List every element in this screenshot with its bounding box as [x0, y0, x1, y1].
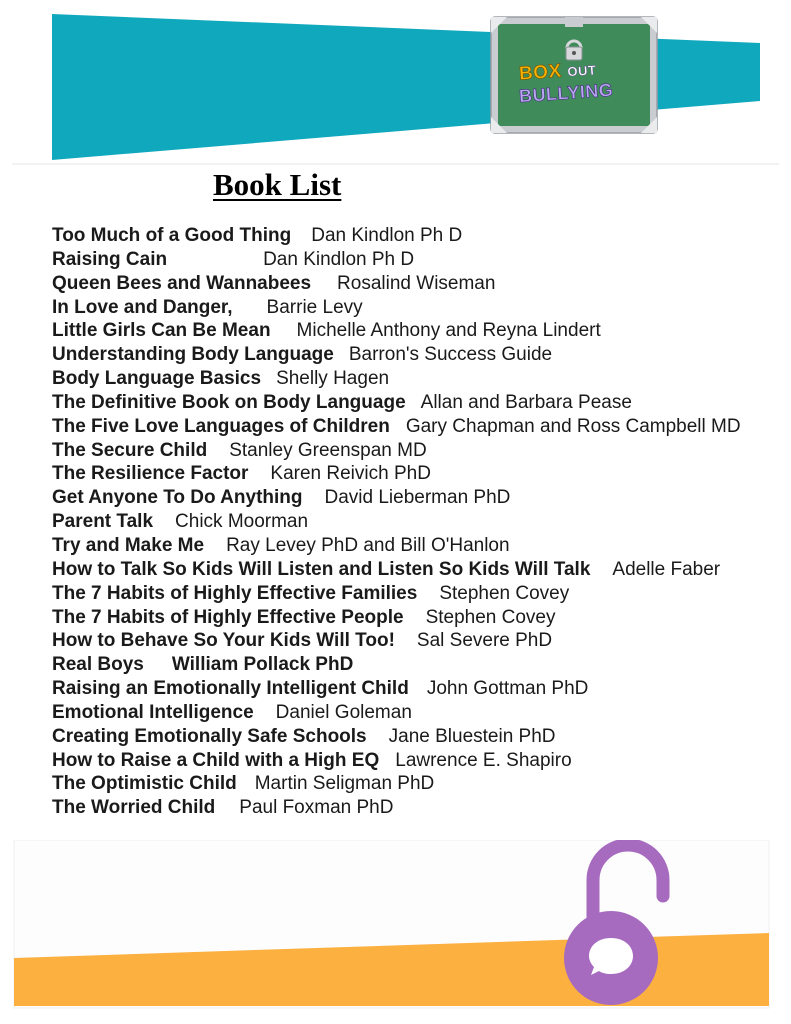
book-author: Michelle Anthony and Reyna Lindert: [296, 320, 601, 342]
book-author: William Pollack PhD: [171, 654, 354, 676]
book-item: [52, 772, 791, 796]
book-title: The Resilience Factor: [52, 463, 249, 485]
book-title: In Love and Danger,: [52, 296, 233, 318]
book-item: [52, 796, 791, 820]
book-item: [52, 462, 791, 486]
book-item: [52, 224, 791, 248]
book-author: Paul Foxman PhD: [239, 797, 394, 819]
logo-line1: BOX OUT: [518, 60, 597, 85]
book-item: [52, 272, 791, 296]
book-item: [52, 558, 791, 582]
page-title: Book List: [213, 167, 342, 202]
book-item: [52, 296, 791, 320]
book-author: Adelle Faber: [612, 558, 721, 580]
book-title: Queen Bees and Wannabees: [52, 272, 312, 294]
book-author: Shelly Hagen: [276, 368, 390, 390]
book-author: David Lieberman PhD: [324, 487, 511, 509]
book-item: [52, 653, 791, 677]
book-author: Martin Seligman PhD: [254, 773, 435, 795]
book-author: Ray Levey PhD and Bill O'Hanlon: [226, 534, 510, 556]
book-title: Body Language Basics: [52, 368, 262, 390]
book-title: Get Anyone To Do Anything: [52, 487, 303, 509]
book-title: Little Girls Can Be Mean: [52, 320, 271, 342]
book-author: Jane Bluestein PhD: [388, 725, 556, 747]
box-out-bullying-logo: [489, 15, 659, 135]
header-banner: [0, 0, 791, 170]
book-item: [52, 629, 791, 653]
book-title: Too Much of a Good Thing: [52, 225, 292, 246]
book-author: Rosalind Wiseman: [337, 272, 496, 294]
book-author: Dan Kindlon Ph D: [263, 248, 415, 270]
book-item: [52, 391, 791, 415]
book-title: The Definitive Book on Body Language: [52, 391, 406, 413]
book-author: Stephen Covey: [439, 582, 570, 604]
book-author: Gary Chapman and Ross Campbell MD: [405, 415, 741, 437]
book-item: [52, 415, 791, 439]
book-author: John Gottman PhD: [426, 678, 589, 700]
book-title: The Secure Child: [52, 439, 208, 461]
book-item: [52, 701, 791, 725]
book-author: Allan and Barbara Pease: [420, 391, 632, 413]
book-author: Chick Moorman: [175, 511, 309, 533]
book-item: [52, 319, 791, 343]
book-title: Raising an Emotionally Intelligent Child: [52, 678, 409, 700]
book-item: [52, 749, 791, 773]
book-title: Raising Cain: [52, 248, 168, 270]
book-author: Daniel Goleman: [275, 701, 412, 723]
book-author: Dan Kindlon Ph D: [311, 225, 463, 246]
book-author: Barron's Success Guide: [348, 344, 553, 366]
book-title: Try and Make Me: [52, 534, 205, 556]
book-item: [52, 582, 791, 606]
book-item: [52, 248, 791, 272]
book-item: [52, 725, 791, 749]
logo-line2: BULLYING: [518, 79, 614, 107]
book-item: [52, 486, 791, 510]
footer-decoration: [0, 840, 791, 1024]
book-author: Barrie Levy: [266, 296, 363, 318]
book-title: Real Boys: [52, 654, 144, 676]
book-item: [52, 606, 791, 630]
book-item: [52, 439, 791, 463]
book-title: The 7 Habits of Highly Effective People: [52, 606, 404, 628]
book-title: How to Talk So Kids Will Listen and Listen So Kids Will Talk: [52, 558, 591, 580]
book-title: Emotional Intelligence: [52, 701, 254, 723]
book-title: How to Raise a Child with a High EQ: [52, 749, 380, 771]
book-author: Stephen Covey: [425, 606, 556, 628]
book-item: [52, 367, 791, 391]
book-title: The 7 Habits of Highly Effective Families: [52, 582, 418, 604]
book-title: The Optimistic Child: [52, 773, 237, 795]
book-title: Parent Talk: [52, 511, 154, 533]
book-author: Stanley Greenspan MD: [229, 439, 427, 461]
book-title: The Five Love Languages of Children: [52, 415, 390, 437]
book-title: Understanding Body Language: [52, 344, 334, 366]
book-list: [52, 224, 791, 820]
book-author: Sal Severe PhD: [416, 630, 553, 652]
book-item: [52, 343, 791, 367]
book-author: Lawrence E. Shapiro: [395, 749, 572, 771]
book-title: Creating Emotionally Safe Schools: [52, 725, 367, 747]
book-author: Karen Reivich PhD: [270, 463, 431, 485]
book-item: [52, 510, 791, 534]
book-item: [52, 677, 791, 701]
book-title: How to Behave So Your Kids Will Too!: [52, 630, 395, 652]
book-title: The Worried Child: [52, 797, 216, 819]
book-item: [52, 534, 791, 558]
